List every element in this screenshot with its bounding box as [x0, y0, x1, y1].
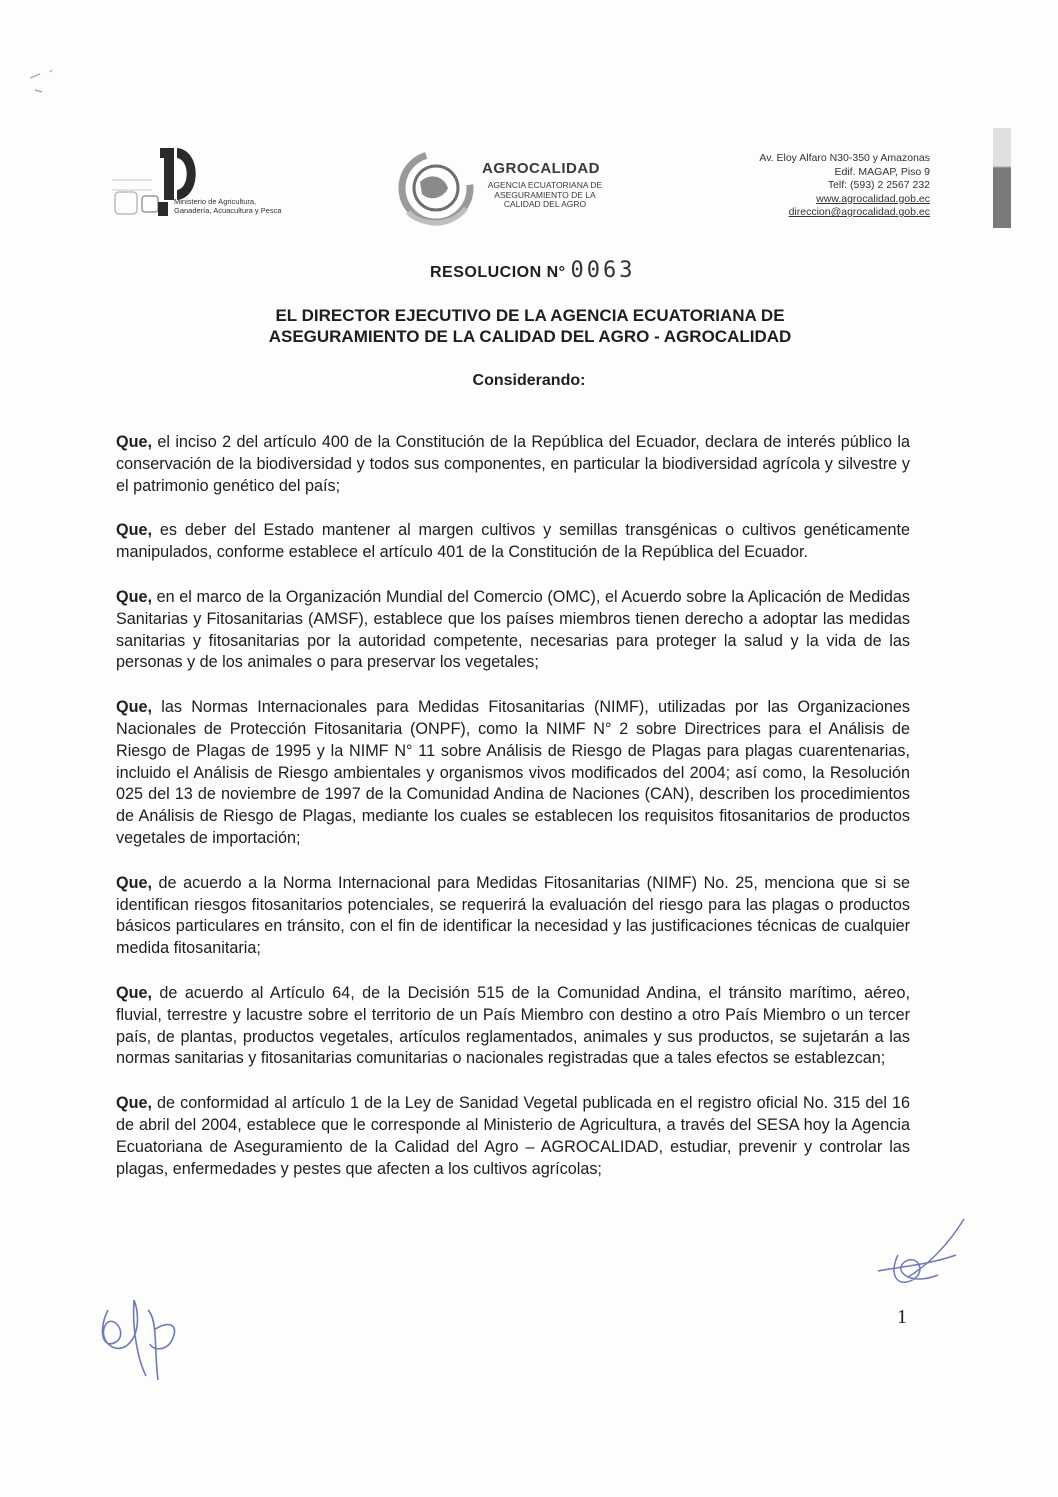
ministry-name: Ministerio de Agricultura, Ganadería, Acuacultura y Pesca — [174, 197, 282, 215]
paragraph-lead: Que, — [116, 433, 152, 451]
address-block — [759, 152, 930, 220]
email-link[interactable]: direccion@agrocalidad.gob.ec — [788, 206, 930, 218]
paragraph-lead: Que, — [116, 1094, 152, 1113]
resolution-title — [430, 258, 636, 283]
paragraph — [116, 873, 910, 960]
agrocalidad-subtitle: AGENCIA ECUATORIANA DE ASEGURAMIENTO DE LA CALIDAD DEL AGRO — [487, 180, 603, 209]
scan-edge-mark — [993, 128, 1011, 228]
paragraph — [116, 697, 910, 850]
handwritten-signature — [88, 1280, 198, 1390]
paragraph — [116, 983, 910, 1070]
page-number: 1 — [897, 1306, 907, 1328]
handwritten-initials — [868, 1215, 968, 1295]
paragraph — [116, 520, 910, 564]
agrocalidad-name: AGROCALIDAD — [482, 160, 600, 177]
paragraph-lead: Que, — [116, 983, 152, 1002]
considerando-heading: Considerando: — [472, 372, 586, 389]
resolution-number: 0063 — [570, 258, 636, 283]
paragraph — [116, 1093, 910, 1180]
website-link[interactable]: www.agrocalidad.gob.ec — [816, 192, 930, 205]
paragraph-text: es deber del Estado mantener al margen cultivos y semillas transgénicas o cultivos genéticamente manipulados, conforme establece el artículo 401 de la Constitución de la República del Ecuador. — [116, 521, 910, 562]
paragraph-text: de conformidad al artículo 1 de la Ley de Sanidad Vegetal publicada en el registro oficial No. 315 del 16 de abril del 2004, establece que le corresponde al Ministerio de Agricultura, a través del SESA hoy la Agencia Ecuatoriana de Aseguramiento de la Calidad del Agro – AGROCALIDAD, estudiar, prevenir y controlar las plagas, enfermedades y pestes que afecten a los cultivos agrícolas; — [116, 1094, 910, 1178]
ministry-logo — [112, 140, 272, 240]
paragraph-lead: Que, — [116, 587, 152, 606]
paragraph-lead: Que, — [116, 873, 152, 892]
paragraph-text: el inciso 2 del artículo 400 de la Constitución de la República del Ecuador, declara de interés público la conservación de la biodiversidad y todos sus componentes, en particular la biodiversidad agrícola y silvestre y el patrimonio genético del país; — [116, 433, 910, 495]
document-body — [116, 432, 910, 1203]
resolution-label: RESOLUCION N° — [430, 264, 566, 281]
paragraph-text: de acuerdo a la Norma Internacional para Medidas Fitosanitarias (NIMF) No. 25, menciona que si se identifican riesgos fitosanitarios potenciales, se requerirá la evaluación del riesgo para las plagas o productos básicos particulares en tránsito, con el fin de identificar la necesidad y las justificaciones técnicas de cualquier medida fitosanitaria; — [116, 873, 910, 958]
paragraph-text: en el marco de la Organización Mundial del Comercio (OMC), el Acuerdo sobre la Aplicación de Medidas Sanitarias y Fitosanitarias (AMSF), establece que los países miembros tienen derecho a adoptar las medidas sanitarias y fitosanitarias por la autoridad competente, necesarias para proteger la salud y la vida de las personas y de los animales o para preservar los vegetales; — [116, 587, 910, 672]
paragraph-lead: Que, — [116, 521, 152, 540]
scan-mark — [20, 60, 100, 100]
address-line-2: Edif. MAGAP, Piso 9 — [834, 165, 930, 178]
address-line-3: Telf: (593) 2 2567 232 — [827, 179, 930, 191]
agrocalidad-logo — [396, 142, 476, 232]
heading-line-1: EL DIRECTOR EJECUTIVO DE LA AGENCIA ECUATORIANA DE — [275, 306, 785, 325]
paragraph-text: de acuerdo al Artículo 64, de la Decisión 515 de la Comunidad Andina, el tránsito marítimo, aéreo, fluvial, terrestre y lacustre sobre el territorio de un País Miembro con destino a otro País Miembro o un tercer país, de plantas, productos vegetales, artículos reglamentados, animales y sus productos, se sujetarán a las normas sanitarias y fitosanitarias comunitarias o nacionales registradas que a tales efectos se establezcan; — [116, 983, 910, 1068]
paragraph — [116, 587, 910, 674]
paragraph — [116, 432, 910, 497]
paragraph-text: las Normas Internacionales para Medidas Fitosanitarias (NIMF), utilizadas por las Organizaciones Nacionales de Protección Fitosanitaria (ONPF), como la NIMF N° 2 sobre Directrices para el Análisis de Riesgo de Plagas de 1995 y la NIMF N° 11 sobre Análisis de Riesgo de Plagas para plagas cuarentenarias, incluido el Análisis de Riesgo ambientales y organismos vivos modificados del 2004; así como, la Resolución 025 del 13 de noviembre de 1997 de la Comunidad Andina de Naciones (CAN), describen los procedimientos de Análisis de Riesgo de Plagas, mediante los cuales se establecen los requisitos fitosanitarios de productos vegetales de importación; — [116, 698, 910, 847]
heading-line-2: ASEGURAMIENTO DE LA CALIDAD DEL AGRO - AGROCALIDAD — [268, 327, 792, 346]
address-line-1: Av. Eloy Alfaro N30-350 y Amazonas — [759, 152, 930, 164]
paragraph-lead: Que, — [116, 698, 152, 717]
document-heading — [180, 305, 880, 347]
